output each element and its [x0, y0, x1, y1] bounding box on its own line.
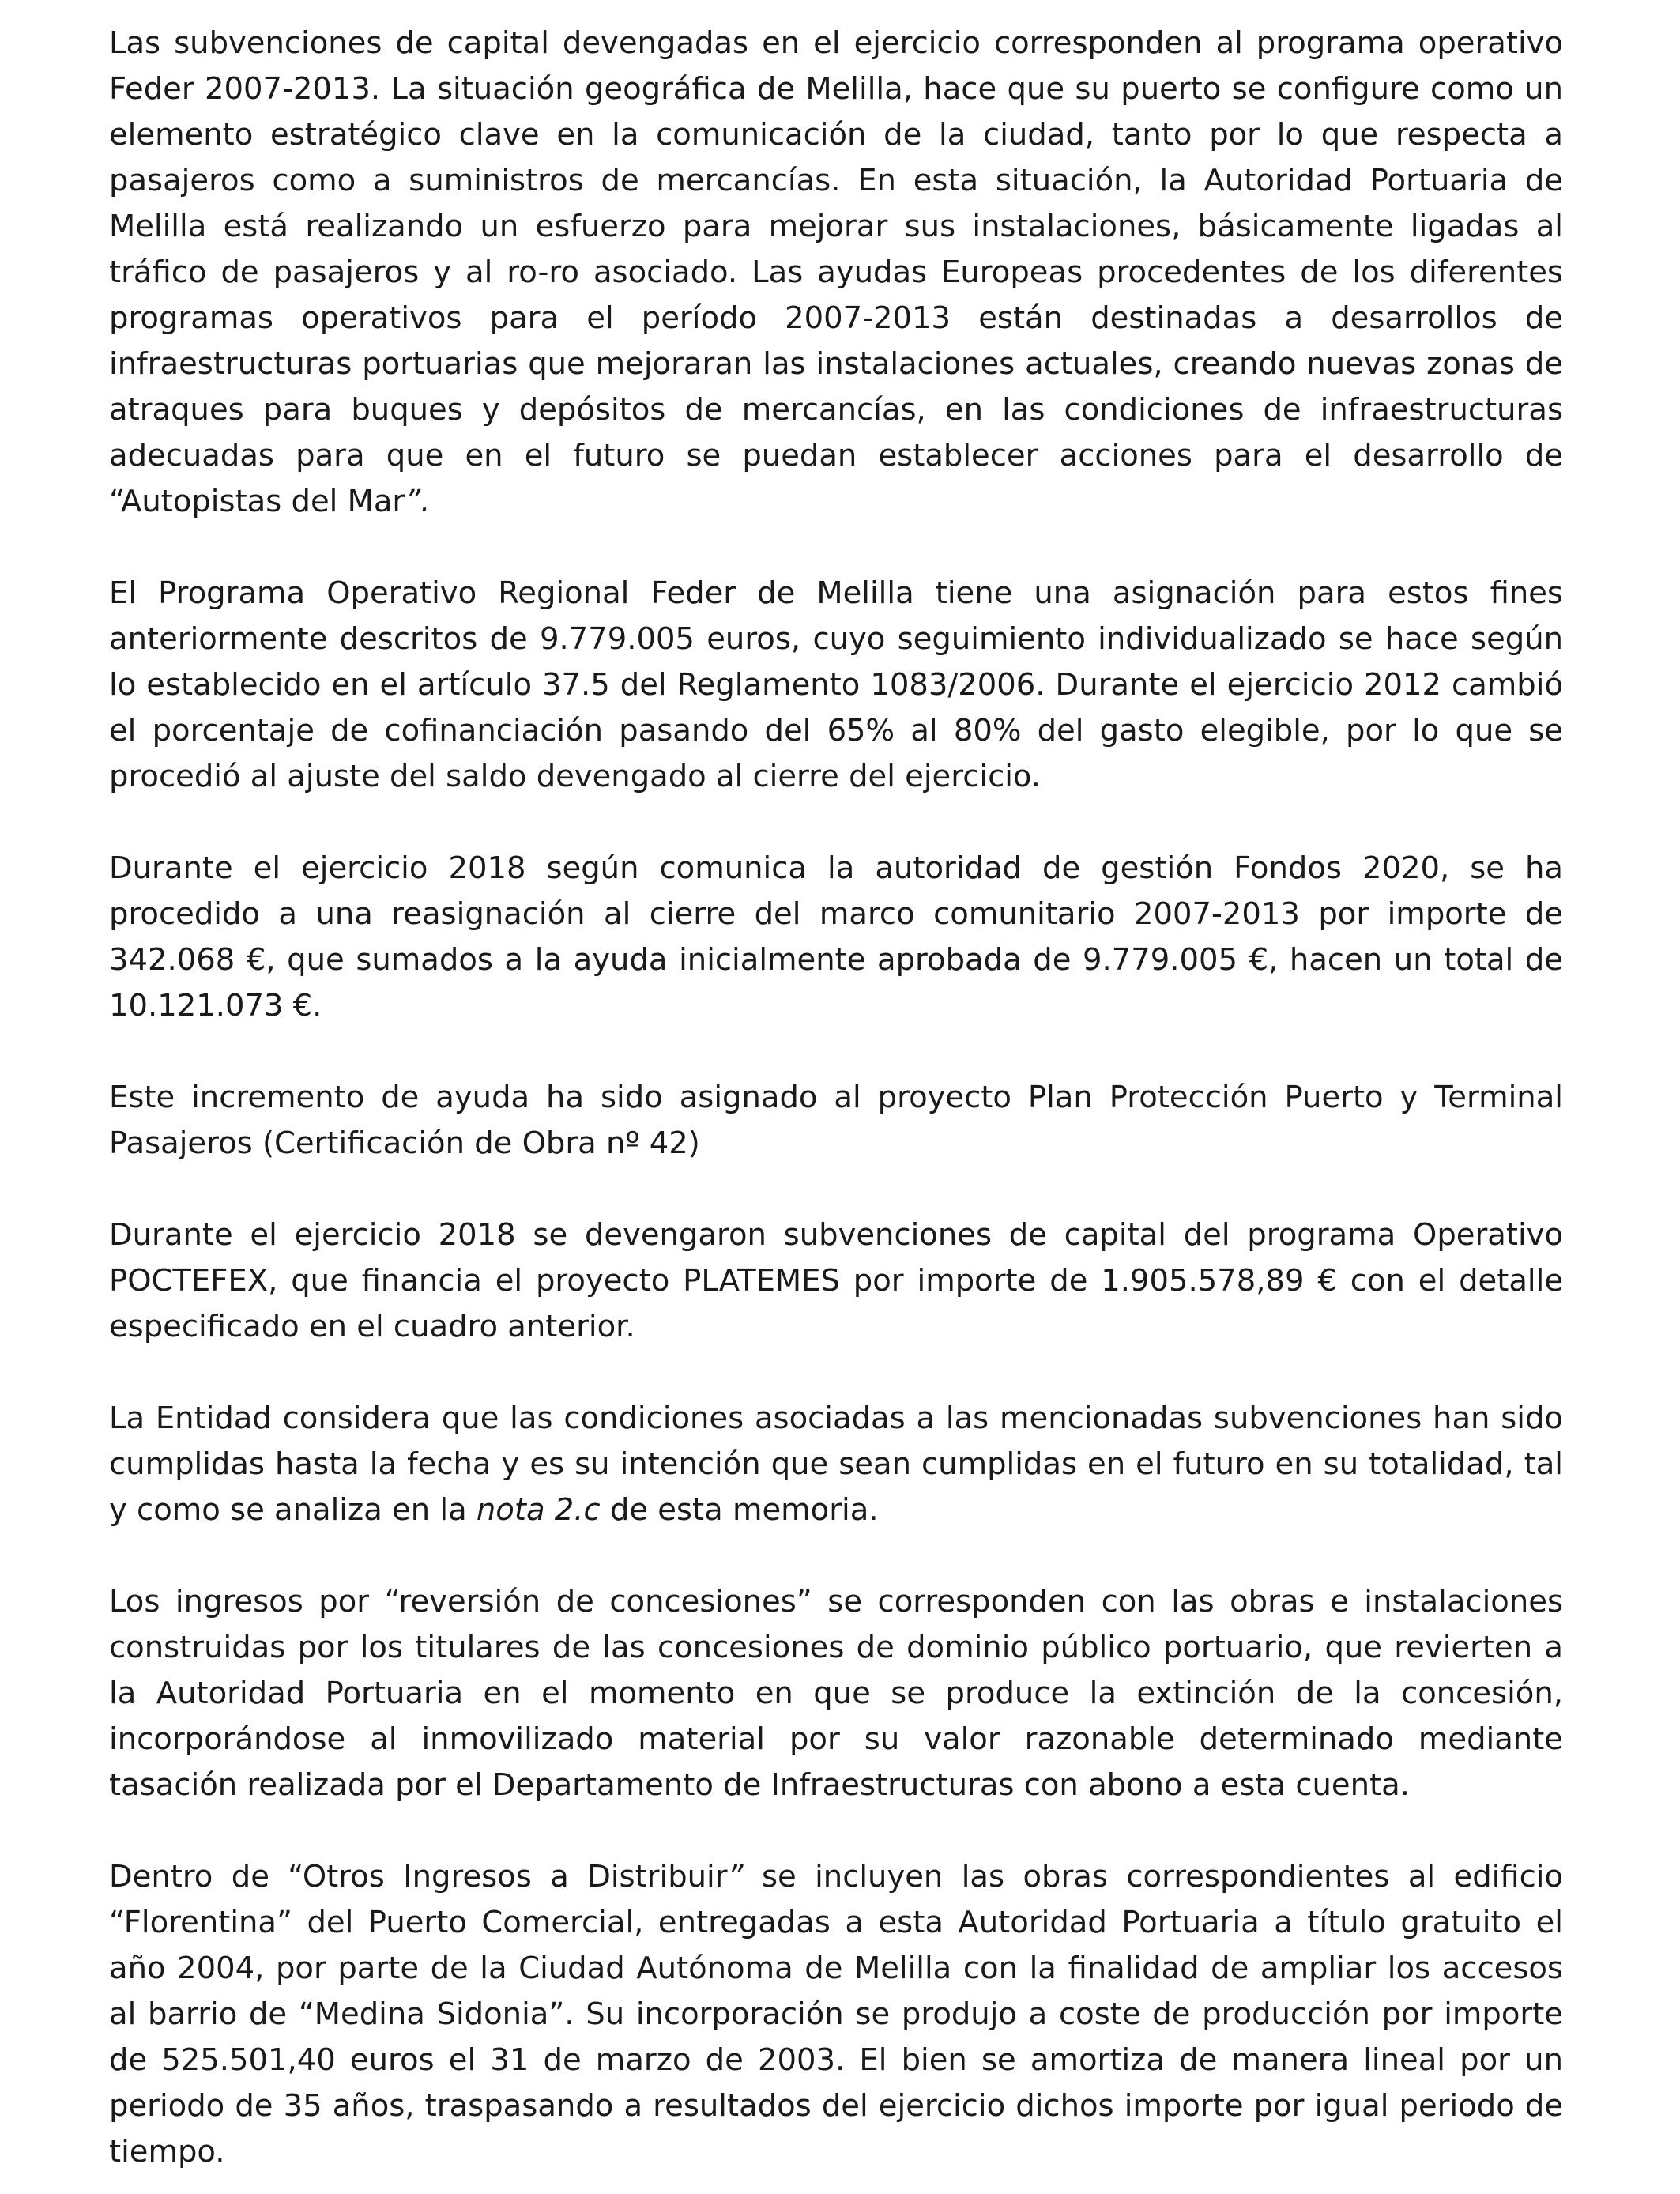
- text-run: Las subvenciones de capital devengadas en el ejercicio corresponden al programa operativo Feder 2007-2013. La situación geográfica de Melilla, hace que su puerto se configure como un elemento estratégico clave en la comunicación de la ciudad, tanto por lo que respecta a pasajeros como a suministros de mercancías. En esta situación, la Autoridad Portuaria de Melilla está realizando un esfuerzo para mejorar sus instalaciones, básicamente ligadas al tráfico de pasajeros y al ro-ro asociado. Las ayudas Europeas procedentes de los diferentes programas operativos para el período 2007-2013 están destinadas a desarrollos de infraestructuras portuarias que mejoraran las instalaciones actuales, creando nuevas zonas de atraques para buques y depósitos de mercancías, en las condiciones de infraestructuras adecuadas para que en el futuro se puedan establecer acciones para el desarrollo de “Autopistas del Mar: [109, 25, 1563, 519]
- paragraph-reassignment-2018: [109, 846, 1563, 1029]
- text-run: El Programa Operativo Regional Feder de Melilla tiene una asignación para estos fines anteriormente descritos de 9.779.005 euros, cuyo seguimiento individualizado se hace según lo establecido en el artículo 37.5 del Reglamento 1083/2006. Durante el ejercicio 2012 cambió el porcentaje de cofinanciación pasando del 65% al 80% del gasto elegible, por lo que se procedió al ajuste del saldo devengado al cierre del ejercicio.: [109, 575, 1563, 794]
- text-run: La Entidad considera que las condiciones asociadas a las mencionadas subvenciones han sido cumplidas hasta la fecha y es su intención que sean cumplidas en el futuro en su totalidad, tal y como se analiza en la: [109, 1400, 1563, 1528]
- paragraph-feder-program: [109, 21, 1563, 525]
- text-run: Los ingresos por “reversión de concesiones” se corresponden con las obras e instalaciones construidas por los titulares de las concesiones de dominio público portuario, que revierten a la Autoridad Portuaria en el momento en que se produce la extinción de la concesión, incorporándose al inmovilizado material por su valor razonable determinado mediante tasación realizada por el Departamento de Infraestructuras con abono a esta cuenta.: [109, 1584, 1563, 1803]
- text-run-italic: nota 2.c: [476, 1492, 601, 1528]
- document-body: [109, 21, 1563, 2175]
- paragraph-feder-assignment: [109, 571, 1563, 800]
- text-run: Durante el ejercicio 2018 según comunica la autoridad de gestión Fondos 2020, se ha procedido a una reasignación al cierre del marco comunitario 2007-2013 por importe de 342.068 €, que sumados a la ayuda inicialmente aprobada de 9.779.005 €, hacen un total de 10.121.073 €.: [109, 850, 1563, 1023]
- text-run: de esta memoria.: [600, 1492, 879, 1528]
- paragraph-other-income: [109, 1854, 1563, 2175]
- paragraph-concession-reversion: [109, 1579, 1563, 1808]
- text-run: Durante el ejercicio 2018 se devengaron subvenciones de capital del programa Operativo POCTEFEX, que financia el proyecto PLATEMES por importe de 1.905.578,89 € con el detalle especificado en el cuadro anterior.: [109, 1217, 1563, 1344]
- text-run: se incluyen las obras correspondientes al edificio “Florentina” del Puerto Comercial, entregadas a esta Autoridad Portuaria a título gratuito el año 2004, por parte de la Ciudad Autónoma de Melilla con la finalidad de ampliar los accesos al barrio de “Medina Sidonia”. Su incorporación se produjo a coste de producción por importe de 525.501,40 euros el 31 de marzo de 2003. El bien se amortiza de manera lineal por un periodo de 35 años, traspasando a resultados del ejercicio dichos importe por igual periodo de tiempo.: [109, 1859, 1563, 2169]
- text-run-italic: ”.: [405, 484, 431, 519]
- paragraph-conditions: [109, 1396, 1563, 1533]
- paragraph-poctefex: [109, 1212, 1563, 1350]
- paragraph-aid-increment: [109, 1075, 1563, 1167]
- text-run: Este incremento de ayuda ha sido asignado al proyecto Plan Protección Puerto y Terminal Pasajeros (Certificación de Obra nº 42): [109, 1080, 1563, 1161]
- text-run-italic: ”: [727, 1859, 744, 1894]
- text-run: Dentro de “Otros Ingresos a Distribuir: [109, 1859, 728, 1894]
